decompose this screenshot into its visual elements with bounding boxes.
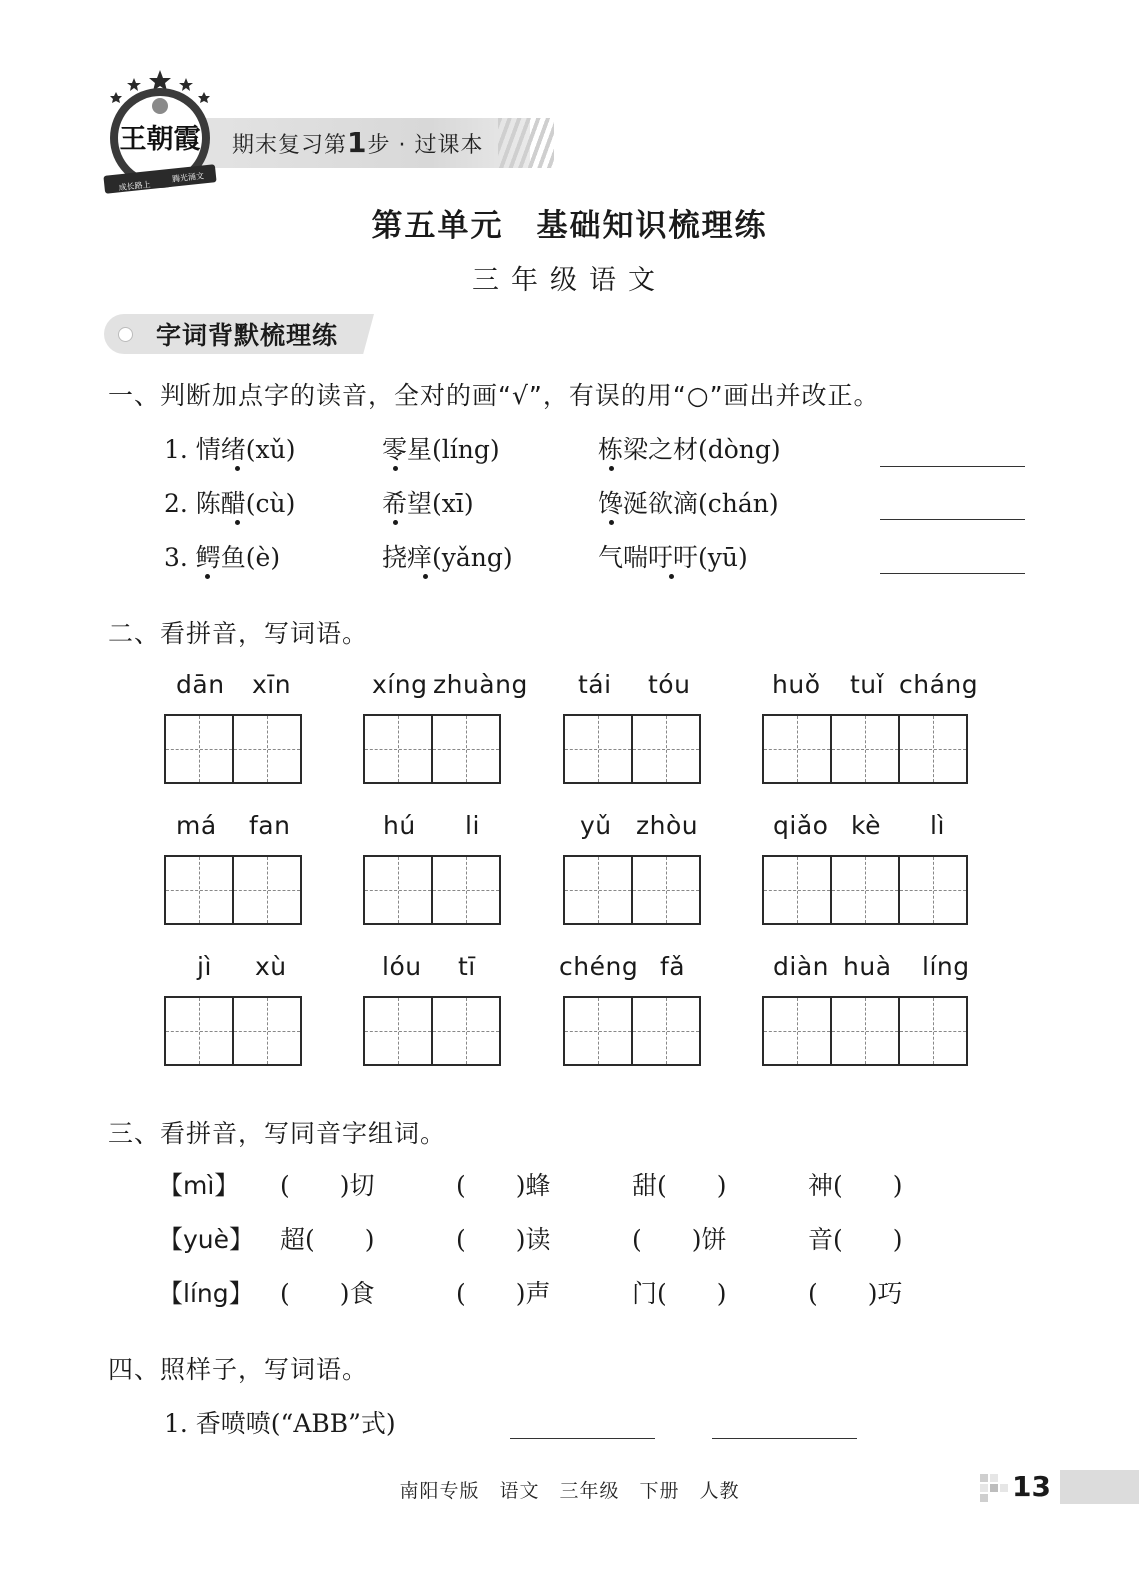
writing-cell[interactable] [431, 855, 501, 925]
emphasis-dot [235, 520, 240, 525]
writing-cell[interactable] [363, 714, 433, 784]
writing-cell[interactable] [898, 996, 968, 1066]
pinyin: tái [578, 670, 612, 699]
q1-r1-answer-line[interactable] [880, 466, 1025, 467]
q1-r1-a: 1. 情绪(xǔ) [164, 435, 296, 464]
emphasis-dot [669, 574, 674, 579]
q1-r3-answer-line[interactable] [880, 573, 1025, 574]
pinyin: fan [249, 811, 291, 840]
pinyin: hú [383, 811, 416, 840]
pinyin: lì [930, 811, 945, 840]
q1-r1-c: 栋梁之材(dòng) [598, 435, 781, 464]
q3-item[interactable]: 甜( ) [632, 1171, 727, 1200]
writing-box-group[interactable] [563, 996, 701, 1066]
writing-box-group[interactable] [563, 714, 701, 784]
writing-cell[interactable] [431, 996, 501, 1066]
writing-box-group[interactable] [164, 714, 302, 784]
pinyin: xīn [252, 670, 292, 699]
banner-text [232, 126, 483, 159]
writing-cell[interactable] [563, 714, 633, 784]
writing-cell[interactable] [898, 855, 968, 925]
emphasis-dot [609, 520, 614, 525]
writing-cell[interactable] [631, 714, 701, 784]
emphasis-dot [393, 520, 398, 525]
q3-item[interactable]: ( )切 [280, 1171, 375, 1200]
banner-prefix: 期末复习第 [232, 133, 348, 158]
q3-item[interactable]: ( )巧 [808, 1279, 903, 1308]
q1-r2-answer-line[interactable] [880, 519, 1025, 520]
q4-answer-line-2[interactable] [712, 1438, 857, 1439]
pinyin: huà [843, 952, 892, 981]
pinyin: líng [922, 952, 970, 981]
pinyin: zhuàng [433, 670, 528, 699]
q3-item[interactable]: ( )读 [456, 1225, 551, 1254]
pinyin: kè [851, 811, 881, 840]
q1-r3-a: 3. 鳄鱼(è) [164, 543, 281, 572]
page-subtitle: 三年级语文 [472, 265, 667, 296]
writing-cell[interactable] [631, 855, 701, 925]
pinyin: li [465, 811, 480, 840]
writing-cell[interactable] [232, 714, 302, 784]
banner-number: 1 [347, 126, 368, 159]
writing-box-group[interactable] [563, 855, 701, 925]
q3-key: 【mì】 [158, 1171, 240, 1200]
footer-text: 南阳专版 语文 三年级 下册 人教 [399, 1480, 740, 1502]
writing-cell[interactable] [363, 996, 433, 1066]
emphasis-dot [609, 466, 614, 471]
writing-cell[interactable] [830, 855, 900, 925]
logo-text: 王朝霞 [119, 124, 201, 155]
q3-item[interactable]: 神( ) [808, 1171, 903, 1200]
writing-cell[interactable] [431, 714, 501, 784]
page-number: 13 [1012, 1470, 1051, 1503]
pinyin: tī [458, 952, 476, 981]
emphasis-dot [393, 466, 398, 471]
writing-cell[interactable] [631, 996, 701, 1066]
q1-r2-a: 2. 陈醋(cù) [164, 489, 296, 518]
pinyin: xíng [372, 670, 428, 699]
q1-r2-c: 馋涎欲滴(chán) [598, 489, 779, 518]
writing-cell[interactable] [898, 714, 968, 784]
writing-cell[interactable] [363, 855, 433, 925]
writing-box-group[interactable] [762, 855, 968, 925]
pinyin: huǒ [772, 670, 821, 699]
q3-item[interactable]: ( )声 [456, 1279, 551, 1308]
writing-box-group[interactable] [762, 996, 968, 1066]
writing-box-group[interactable] [363, 996, 501, 1066]
q3-item[interactable]: ( )饼 [632, 1225, 727, 1254]
q1-r3-b: 挠痒(yǎng) [382, 543, 513, 572]
q3-item[interactable]: ( )蜂 [456, 1171, 551, 1200]
pinyin: qiǎo [773, 811, 829, 840]
writing-box-group[interactable] [762, 714, 968, 784]
writing-cell[interactable] [762, 855, 832, 925]
writing-cell[interactable] [232, 855, 302, 925]
q3-key: 【yuè】 [158, 1225, 255, 1254]
q2-heading: 二、看拼音，写词语。 [108, 619, 369, 648]
emphasis-dot [423, 574, 428, 579]
pinyin: yǔ [580, 811, 612, 840]
emphasis-dot [205, 574, 210, 579]
writing-cell[interactable] [563, 996, 633, 1066]
page-corner-decoration [980, 1474, 1008, 1502]
writing-box-group[interactable] [363, 714, 501, 784]
q3-item[interactable]: ( )食 [280, 1279, 375, 1308]
writing-cell[interactable] [762, 714, 832, 784]
emphasis-dot [235, 466, 240, 471]
banner-suffix: 步 · 过课本 [367, 133, 484, 158]
pinyin: xù [255, 952, 287, 981]
writing-cell[interactable] [164, 996, 234, 1066]
pinyin: jì [197, 952, 212, 981]
page-title: 第五单元 基础知识梳理练 [371, 208, 768, 244]
q3-item[interactable]: 超( ) [280, 1225, 375, 1254]
writing-cell[interactable] [164, 714, 234, 784]
pinyin: lóu [382, 952, 422, 981]
q3-heading: 三、看拼音，写同音字组词。 [108, 1119, 447, 1148]
q1-r1-b: 零星(líng) [382, 435, 500, 464]
pinyin: tuǐ [850, 670, 885, 699]
logo-slogan-2: 腾光涌文 [171, 171, 205, 184]
section-tag-label: 字词背默梳理练 [156, 321, 339, 350]
writing-cell[interactable] [232, 996, 302, 1066]
pinyin: diàn [773, 952, 829, 981]
q1-r3-c: 气喘吁吁(yū) [598, 543, 748, 572]
q3-item[interactable]: 音( ) [808, 1225, 903, 1254]
writing-cell[interactable] [762, 996, 832, 1066]
q4-answer-line-1[interactable] [510, 1438, 655, 1439]
section-tag-dot [118, 327, 133, 342]
writing-cell[interactable] [830, 996, 900, 1066]
pinyin: tóu [648, 670, 691, 699]
q4-item-1: 1. 香喷喷(“ABB”式) [164, 1409, 396, 1438]
pinyin: dān [176, 670, 225, 699]
pinyin: zhòu [636, 811, 699, 840]
q3-key: 【líng】 [158, 1279, 254, 1308]
writing-cell[interactable] [830, 714, 900, 784]
brand-logo [100, 66, 220, 194]
logo-slogan-1: 成长路上 [118, 180, 151, 193]
writing-box-group[interactable] [363, 855, 501, 925]
banner-stripes [498, 118, 554, 168]
writing-cell[interactable] [164, 855, 234, 925]
pinyin: chéng [559, 952, 639, 981]
page-number-bar [1060, 1470, 1139, 1504]
pinyin: fǎ [660, 952, 686, 981]
q3-item[interactable]: 门( ) [632, 1279, 727, 1308]
q4-heading: 四、照样子，写词语。 [108, 1355, 369, 1384]
writing-box-group[interactable] [164, 996, 302, 1066]
writing-box-group[interactable] [164, 855, 302, 925]
q1-r2-b: 希望(xī) [382, 489, 474, 518]
q1-heading: 一、判断加点字的读音，全对的画“√”，有误的用“○”画出并改正。 [108, 381, 880, 410]
writing-cell[interactable] [563, 855, 633, 925]
pinyin: cháng [899, 670, 979, 699]
pinyin: má [176, 811, 217, 840]
